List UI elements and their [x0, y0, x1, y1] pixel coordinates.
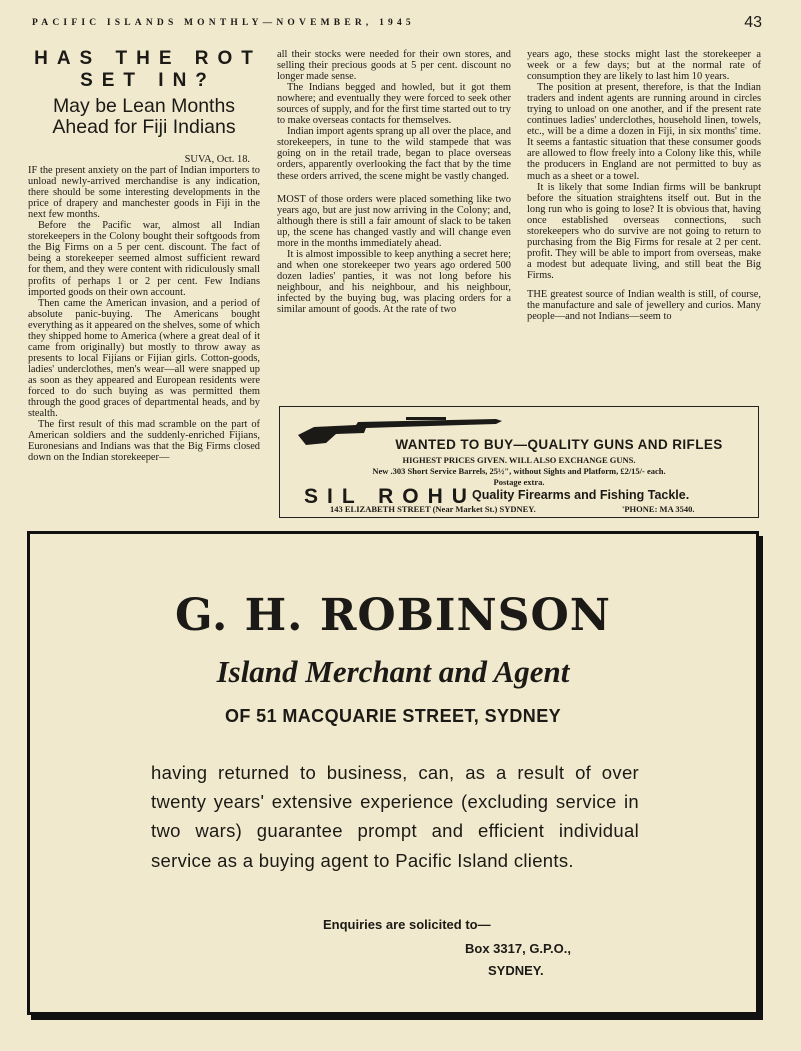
article-headline — [28, 48, 268, 92]
paragraph: The position at present, therefore, is that the Indian traders and indent agents are running around in circles trying to unload on one another, and if the present rate continues ladies' underclothes, household linen, towels, etc., will be a dime a dozen in Fiji, in six months' time. It seems a fantastic situation that these consumer goods are allowed to flow freely into a Colony like this, while the producers in England are not permitted to buy as much as a sheet or a towel. — [527, 82, 761, 182]
guns-ad-phone: 'PHONE: MA 3540. — [622, 504, 695, 514]
guns-ad-line-2: HIGHEST PRICES GIVEN. WILL ALSO EXCHANGE GUNS. — [402, 455, 636, 465]
paragraph: Then came the American invasion, and a period of absolute panic-buying. The Americans bought everything as it appeared on the shelves, some of which they shipped home to America (where a great deal of it came from originally) but mostly to throw away as presents to local Fijians or Fijian girls. Cotton-goods, ladies' underclothes, men's wear—all were snapped up as soon as they appeared and European residents were forced to do such buying as was permitted them through the good graces of departmental heads, and by stealth. — [28, 297, 260, 420]
paragraph: Indian import agents sprang up all over the place, and storekeepers, in tune to the wild stampede that was going on in the retail trade, began to place overseas orders, apparently overlooking the fact that by the time these orders arrived, the scene might be vastly changed. — [277, 126, 511, 182]
paragraph: MOST of those orders were placed something like two years ago, but are just now arriving in the Colony; and, although there is still a fair amount of slack to be taken up, the scene has changed vastly and will change even more in the months immediately ahead. — [277, 193, 511, 249]
subhead-line-1: May be Lean Months — [52, 95, 236, 117]
paragraph: all their stocks were needed for their own stores, and selling their precious goods at 5 per cent. discount no longer made sense. — [277, 49, 511, 83]
paragraph: The Indians begged and howled, but it got them nowhere; and eventually they were forced to seek other sources of supply, and for the first time started out to try to make overseas contacts for themselves. — [277, 82, 511, 127]
article-column-3 — [527, 49, 761, 322]
robinson-box: Box 3317, G.P.O., — [465, 941, 571, 956]
robinson-firm-name: G. H. ROBINSON — [174, 590, 612, 641]
guns-ad-line-4: Postage extra. — [493, 477, 545, 487]
robinson-street: OF 51 MACQUARIE STREET, SYDNEY — [224, 706, 562, 726]
running-title: PACIFIC ISLANDS MONTHLY—NOVEMBER, 1945 — [32, 18, 415, 28]
robinson-enquiries: Enquiries are solicited to— — [323, 917, 491, 932]
robinson-role: Island Merchant and Agent — [216, 654, 570, 689]
paragraph: It is almost impossible to keep anything a secret here; and when one storekeeper two years ago ordered 500 dozen ladies' panties, it was not long before his neighbour, and his neighbour, and his neighbour, infected by the buying bug, was placing orders for a similar amount of goods. At the rate of two — [277, 248, 511, 316]
paragraph: years ago, these stocks might last the storekeeper a week or a few days; but at the normal rate of consumption they are likely to last him 10 years. — [527, 49, 761, 83]
dateline: SUVA, Oct. 18. — [184, 154, 250, 165]
guns-ad-tagline: Quality Firearms and Fishing Tackle. — [472, 488, 690, 502]
guns-ad-line-3: New .303 Short Service Barrels, 25½", without Sights and Platform, £2/15/- each. — [372, 466, 666, 476]
robinson-advertisement — [27, 531, 759, 1015]
robinson-body: having returned to business, can, as a result of over twenty years' extensive experience (excluding service in two wars) guarantee prompt and efficient individual service as a buying agent to Pacific Island clients. — [151, 762, 639, 871]
robinson-city: SYDNEY. — [488, 963, 544, 978]
subhead-line-2: Ahead for Fiji Indians — [52, 116, 236, 138]
paragraph: IF the present anxiety on the part of Indian importers to unload newly-arrived merchandise is any indication, there should be some interesting developments in the price of drapery and manchester goods in Fiji in the next few months. — [28, 165, 260, 221]
headline-line-1: HAS THE ROT — [34, 48, 262, 69]
article-column-1 — [28, 154, 260, 463]
guns-advertisement — [279, 406, 759, 518]
paragraph: Before the Pacific war, almost all Indian storekeepers in the Colony bought their softgoods from the Big Firms on a 5 per cent. discount. The fact of being a storekeeper seemed almost sufficient reward for them, and they were content with ridiculously small profits of perhaps 1 or 2 per cent. Few Indians imported goods on their own account. — [28, 220, 260, 298]
headline-line-2: SET IN? — [80, 70, 216, 91]
paragraph: The first result of this mad scramble on the part of American soldiers and the suddenly-enriched Fijians, Euronesians and Indians was that the Big Firms closed down on the Indian storekeeper— — [28, 419, 260, 464]
article-subhead — [28, 96, 260, 138]
guns-ad-firm: SIL ROHU — [304, 485, 476, 508]
guns-ad-address: 143 ELIZABETH STREET (Near Market St.) SYDNEY. — [330, 504, 536, 514]
guns-ad-headline: WANTED TO BUY—QUALITY GUNS AND RIFLES — [395, 437, 723, 452]
article-column-2 — [277, 49, 511, 315]
page-number: 43 — [744, 14, 762, 31]
masthead — [32, 14, 762, 36]
paragraph: It is likely that some Indian firms will be bankrupt before the situation straightens itself out. But in the long run who is going to lose? It is obvious that, having once established overseas connections, such storekeepers who do survive are not going to return to purchasing from the Big Firms for resale at 2 per cent. profit. They will be able to import from overseas, make a modest but adequate living, and still beat the Big Firms. — [527, 181, 761, 281]
paragraph: THE greatest source of Indian wealth is still, of course, the manufacture and sale of jewellery and curios. Many people—and not Indians—seem to — [527, 288, 761, 323]
